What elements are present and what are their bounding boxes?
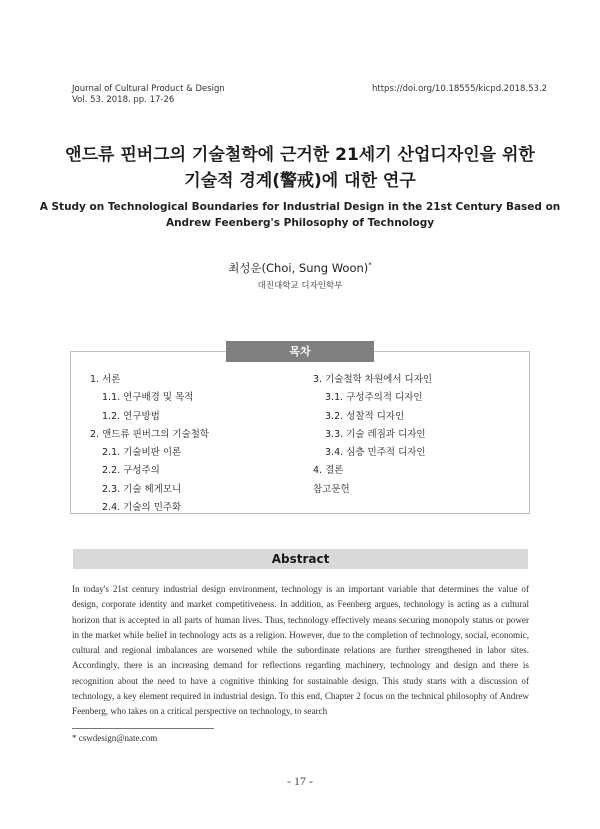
toc-item: 3.4. 심층 민주적 디자인	[325, 447, 426, 459]
abstract-heading: Abstract	[73, 549, 528, 569]
toc-item: 참고문헌	[313, 483, 350, 495]
title-english-line-1: A Study on Technological Boundaries for Industrial Design in the 21st Century Based on	[39, 201, 561, 213]
author-name-text: 최성운(Choi, Sung Woon)	[228, 261, 369, 275]
toc-item: 2. 앤드류 핀버그의 기술철학	[90, 428, 210, 440]
toc-right-column	[313, 371, 523, 499]
author-affiliation: 대진대학교 디자인학부	[257, 281, 343, 291]
doi-link[interactable]: https://doi.org/10.18555/kicpd.2018.53.2	[372, 84, 548, 94]
toc-item: 2.3. 기술 헤게모니	[102, 483, 182, 495]
toc-item: 3.2. 성찰적 디자인	[325, 410, 405, 422]
toc-item: 4. 결론	[313, 465, 344, 477]
toc-item: 3.3. 기술 레짐과 디자인	[325, 428, 426, 440]
toc-item: 1.1. 연구배경 및 목적	[102, 392, 194, 404]
title-korean-line-1: 앤드류 핀버그의 기술철학에 근거한 21세기 산업디자인을 위한	[65, 145, 535, 165]
toc-item: 2.2. 구성주의	[102, 465, 160, 477]
abstract-body: In today's 21st century industrial design environment, technology is an important variable that determines the value of design, corporate identity and market competitiveness. In addition, as Feenberg argues, technology is acting as a cultural horizon that is accepted in all parts of human lives. Thus, technology effectively means securing monopoly status or power in the market while belief in technology acts as a religion. However, due to the completion of technology, social, economic, cultural and regional imbalances are worsened while the subordinate relations are further strengthened in labor sites. Accordingly, there is an increasing demand for reflections regarding machinery, technology and design and there is recognition about the need to have a cognitive thinking for sustainable design. This study starts with a discussion of technology, a key element required in industrial design. To this end, Chapter 2 focus on the technical philosophy of Andrew Feenberg, who takes on a critical perspective on technology, to search	[72, 584, 529, 717]
title-korean-line-2: 기술적 경계(警戒)에 대한 연구	[184, 171, 416, 191]
author-name	[0, 260, 600, 276]
toc-item: 1. 서론	[90, 374, 121, 385]
journal-volume: Vol. 53. 2018. pp. 17-26	[72, 95, 175, 105]
toc-item: 2.1. 기술비판 이론	[102, 447, 182, 459]
toc-heading: 목차	[226, 341, 374, 362]
page-number: - 17 -	[287, 774, 313, 788]
author-footnote-mark: *	[368, 261, 372, 270]
footnote-email: * cswdesign@nate.com	[72, 733, 158, 743]
toc-left-column	[90, 371, 300, 517]
toc-item: 1.2. 연구방법	[102, 410, 160, 422]
title-english-line-2: Andrew Feenberg's Philosophy of Technology	[165, 217, 435, 229]
toc-item: 3.1. 구성주의적 디자인	[325, 392, 423, 404]
journal-name: Journal of Cultural Product & Design	[72, 84, 225, 94]
footnote-divider	[72, 728, 214, 729]
toc-item: 2.4. 기술의 민주화	[102, 502, 182, 514]
toc-item: 3. 기술철학 차원에서 디자인	[313, 374, 433, 385]
